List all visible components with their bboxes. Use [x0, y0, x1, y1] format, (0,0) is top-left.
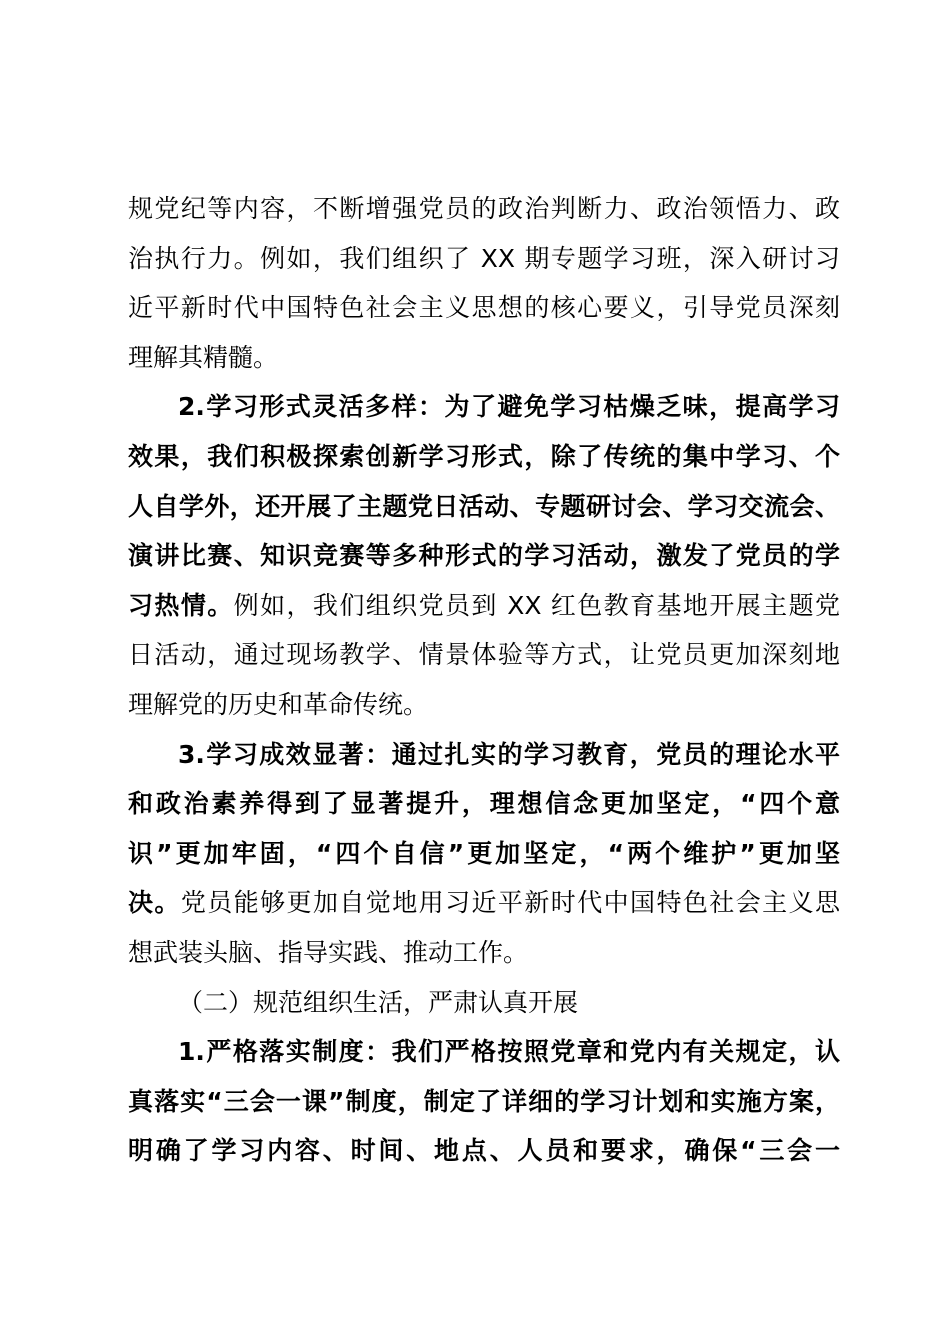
text-line: 和政治素养得到了显著提升，理想信念更加坚定，“四个意	[128, 789, 840, 819]
text-line: 识”更加牢固，“四个自信”更加坚定，“两个维护”更加坚	[128, 838, 840, 868]
document-body	[128, 184, 840, 1176]
paragraph-system-implementation	[128, 1027, 840, 1176]
text-line: 日活动，通过现场教学、情景体验等方式，让党员更加深刻地	[128, 640, 840, 670]
text-line: 想武装头脑、指导实践、推动工作。	[128, 937, 529, 967]
text-line: 效果，我们积极探索创新学习形式，除了传统的集中学习、个	[128, 441, 840, 471]
text-line: 明确了学习内容、时间、地点、人员和要求，确保“三会一	[128, 1136, 840, 1166]
text-line: 近平新时代中国特色社会主义思想的核心要义，引导党员深刻	[128, 293, 840, 323]
text-line: 规党纪等内容，不断增强党员的政治判断力、政治领悟力、政	[128, 194, 840, 223]
text-line: 治执行力。例如，我们组织了 XX 期专题学习班，深入研讨习	[128, 243, 840, 273]
paragraph-learning-results	[128, 730, 840, 978]
text-line: 演讲比赛、知识竞赛等多种形式的学习活动，激发了党员的学	[128, 541, 840, 571]
text-line-mixed	[128, 878, 840, 928]
text-line-mixed	[128, 581, 840, 631]
normal-run: 例如，我们组织党员到 XX 红色教育基地开展主题党	[233, 590, 840, 620]
text-line: 理解党的历史和革命传统。	[128, 689, 429, 719]
text-line: 人自学外，还开展了主题党日活动、专题研讨会、学习交流会、	[128, 491, 840, 521]
text-line: 1.严格落实制度：我们严格按照党章和党内有关规定，认	[178, 1037, 840, 1067]
bold-run: 决。	[128, 888, 181, 918]
text-line: 3.学习成效显著：通过扎实的学习教育，党员的理论水平	[178, 739, 840, 769]
section-heading	[128, 978, 840, 1028]
bold-run: 习热情。	[128, 590, 234, 620]
paragraph-continuation	[128, 184, 840, 382]
text-line: 真落实“三会一课”制度，制定了详细的学习计划和实施方案，	[128, 1086, 840, 1116]
paragraph-learning-forms	[128, 382, 840, 729]
text-line: 2.学习形式灵活多样：为了避免学习枯燥乏味，提高学习	[178, 392, 840, 422]
text-line: 理解其精髓。	[128, 342, 279, 372]
section-heading-text: （二）规范组织生活，严肃认真开展	[178, 987, 579, 1017]
normal-run: 党员能够更加自觉地用习近平新时代中国特色社会主义思	[180, 888, 840, 918]
